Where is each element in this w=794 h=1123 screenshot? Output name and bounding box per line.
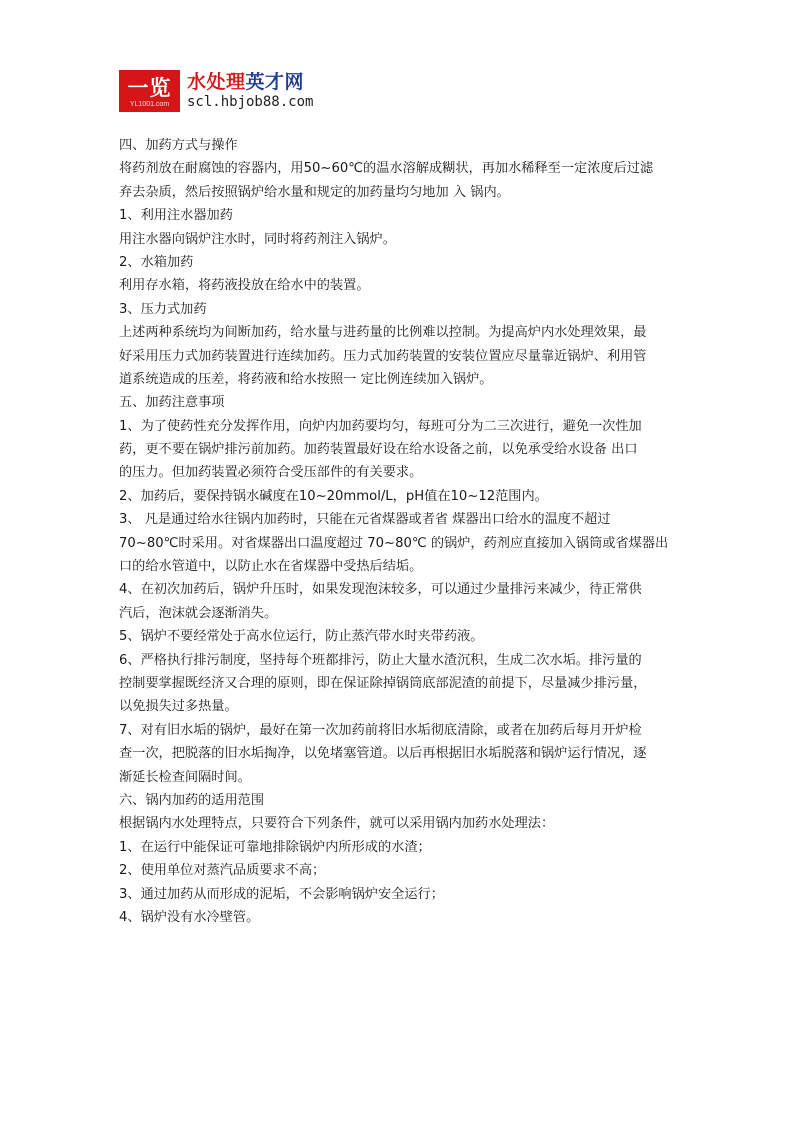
site-logo[interactable] <box>119 70 180 112</box>
text-line: 4、在初次加药后，锅炉升压时，如果发现泡沫较多，可以通过少量排污来减少，待正常供 <box>119 582 642 598</box>
text-line: 四、加药方式与操作 <box>119 138 238 153</box>
text-line: 2、使用单位对蒸汽品质要求不高； <box>119 863 326 879</box>
text-line: 渐延长检查间隔时间。 <box>119 769 251 785</box>
text-line: 口的给水管道中，以防止水在省煤器中受热后结垢。 <box>119 559 423 575</box>
text-line: 3、压力式加药 <box>119 301 207 317</box>
text-line: 汽后，泡沫就会逐渐消失。 <box>119 605 278 621</box>
text-line: 1、在运行中能保证可靠地排除锅炉内所形成的水渣； <box>119 839 431 855</box>
text-line: 3、 凡是通过给水往锅内加药时，只能在元省煤器或者省 煤器出口给水的温度不超过 <box>119 512 611 528</box>
text-line: 五、加药注意事项 <box>119 395 225 411</box>
text-line: 将药剂放在耐腐蚀的容器内，用50~60℃的温水溶解成糊状，再加水稀释至一定浓度后过滤 <box>119 161 654 177</box>
text-line: 利用存水箱，将药液投放在给水中的装置。 <box>119 278 370 294</box>
text-line: 六、锅内加药的适用范围 <box>119 792 265 808</box>
text-line: 的压力。但加药装置必须符合受压部件的有关要求。 <box>119 465 423 481</box>
text-line: 5、锅炉不要经常处于高水位运行，防止蒸汽带水时夹带药液。 <box>119 629 484 645</box>
text-line: 7、对有旧水垢的锅炉，最好在第一次加药前将旧水垢彻底清除，或者在加药后每月开炉检 <box>119 722 642 738</box>
text-line: 查一次，把脱落的旧水垢掏净，以免堵塞管道。以后再根据旧水垢脱落和锅炉运行情况，逐 <box>119 746 647 762</box>
brand-url[interactable]: scl.hbjob88.com <box>187 94 314 110</box>
logo-subtext: YL1001.com <box>129 100 170 108</box>
logo-text: 一览 <box>127 74 172 100</box>
brand <box>187 71 313 111</box>
text-line: 控制要掌握既经济又合理的原则，即在保证除掉锅筒底部泥渣的前提下，尽量减少排污量， <box>119 675 647 691</box>
text-line: 1、利用注水器加药 <box>119 208 233 224</box>
header <box>119 70 313 112</box>
brand-title <box>187 71 313 93</box>
text-line: 好采用压力式加药装置进行连续加药。压力式加药装置的安装位置应尽量靠近锅炉、利用管 <box>119 348 647 364</box>
text-line: 6、严格执行排污制度，坚持每个班都排污，防止大量水渣沉积，生成二次水垢。排污量的 <box>119 652 642 668</box>
text-line: 用注水器向锅炉注水时，同时将药剂注入锅炉。 <box>119 231 396 247</box>
text-line: 2、加药后，要保持锅水碱度在10~20mmol/L，pH值在10~12范围内。 <box>119 488 548 504</box>
brand-title-blue: 英才网 <box>245 71 305 93</box>
text-line: 以免损失过多热量。 <box>119 699 238 715</box>
text-line: 70~80℃时采用。对省煤器出口温度超过 70~80℃ 的锅炉，药剂应直接加入锅筒或省煤器出 <box>119 535 669 551</box>
text-line: 上述两种系统均为间断加药，给水量与进药量的比例难以控制。为提高炉内水处理效果，最 <box>119 325 647 341</box>
text-line: 弃去杂质，然后按照锅炉给水量和规定的加药量均匀地加 入 锅内。 <box>119 184 510 200</box>
document-body <box>119 134 679 929</box>
text-line: 4、锅炉没有水冷壁管。 <box>119 909 260 925</box>
text-line: 1、为了使药性充分发挥作用，向炉内加药要均匀，每班可分为二三次进行，避免一次性加 <box>119 418 642 434</box>
brand-title-red: 水处理 <box>187 71 246 93</box>
text-line: 2、水箱加药 <box>119 254 194 270</box>
text-line: 3、通过加药从而形成的泥垢，不会影响锅炉安全运行； <box>119 886 444 902</box>
text-line: 道系统造成的压差，将药液和给水按照一 定比例连续加入锅炉。 <box>119 371 493 387</box>
text-line: 根据锅内水处理特点，只要符合下列条件，就可以采用锅内加药水处理法： <box>119 816 555 832</box>
text-line: 药，更不要在锅炉排污前加药。加药装置最好设在给水设备之前，以免承受给水设备 出口 <box>119 442 638 458</box>
